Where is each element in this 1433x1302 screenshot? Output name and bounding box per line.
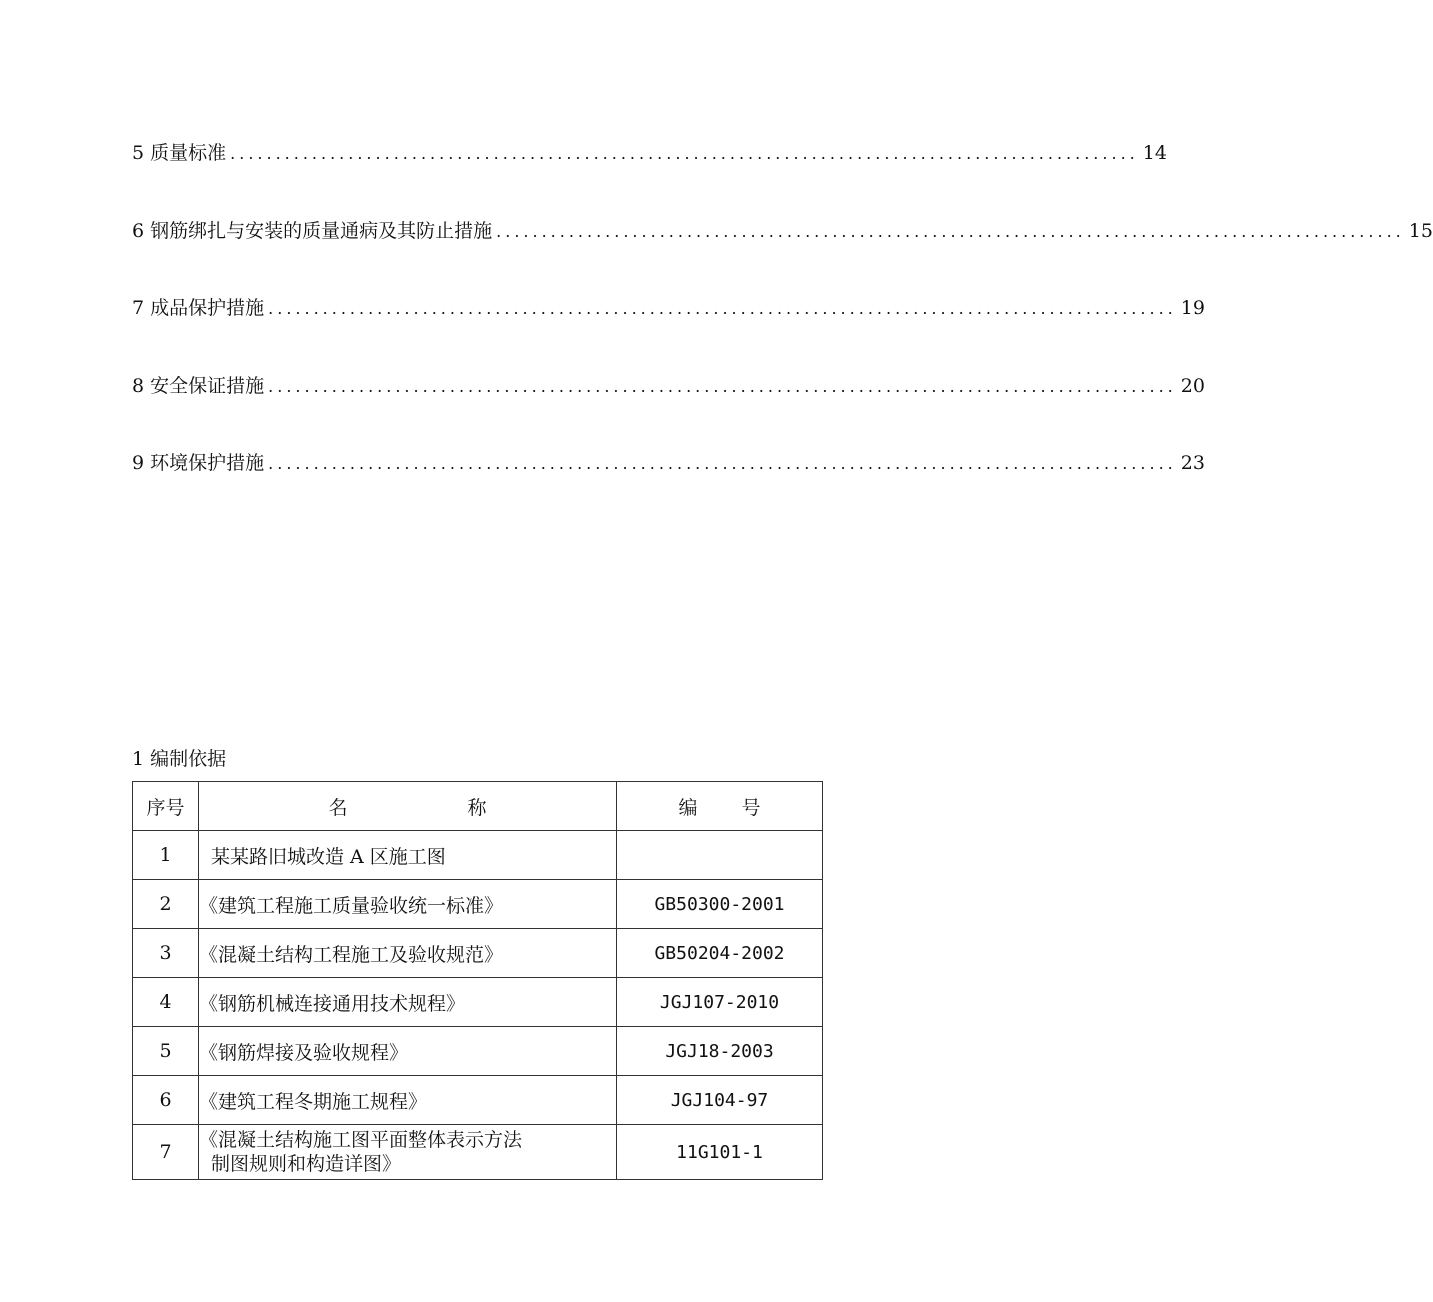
toc-leader-dots: .................................................................................................... <box>268 454 1177 473</box>
row-name-line2: 制图规则和构造详图》 <box>211 1153 402 1175</box>
header-name-b: 称 <box>467 796 487 819</box>
toc-leader-dots: .................................................................................................... <box>268 299 1177 318</box>
row-no: 6 <box>133 1076 199 1125</box>
row-name: 《钢筋焊接及验收规程》 <box>199 1027 617 1076</box>
toc-entry-title: 8 安全保证措施 <box>132 374 265 397</box>
row-name: 《建筑工程冬期施工规程》 <box>199 1076 617 1125</box>
toc-entry-title: 5 质量标准 <box>132 142 227 164</box>
toc-leader-dots: .................................................................................................... <box>496 221 1405 241</box>
table-row <box>133 880 823 929</box>
toc-entry-title: 6 钢筋绑扎与安装的质量通病及其防止措施 <box>132 219 493 242</box>
toc-leader-dots: .................................................................................................... <box>230 144 1139 163</box>
toc-entry-page: 23 <box>1180 452 1205 474</box>
table-row <box>133 1076 823 1125</box>
header-name <box>199 782 617 831</box>
row-name: 《钢筋机械连接通用技术规程》 <box>199 978 617 1027</box>
table-row <box>133 1125 823 1180</box>
row-no: 2 <box>133 880 199 929</box>
header-code-a: 编 <box>678 796 698 819</box>
table-header-row <box>133 782 823 831</box>
row-no: 4 <box>133 978 199 1027</box>
row-code: 11G101-1 <box>617 1125 823 1180</box>
table-of-contents <box>132 138 1433 526</box>
table-row <box>133 978 823 1027</box>
table-row <box>133 1027 823 1076</box>
toc-entry-page: 14 <box>1142 142 1167 164</box>
table-row <box>133 831 823 880</box>
row-no: 3 <box>133 929 199 978</box>
toc-entry-page: 19 <box>1180 297 1205 319</box>
header-no: 序号 <box>133 782 199 831</box>
toc-entry-title: 7 成品保护措施 <box>132 297 265 319</box>
row-code: JGJ18-2003 <box>617 1027 823 1076</box>
toc-entry[interactable] <box>132 448 1205 526</box>
section-heading: 1 编制依据 <box>132 748 227 770</box>
basis-table <box>132 781 823 1180</box>
toc-entry[interactable] <box>132 293 1205 371</box>
toc-entry[interactable] <box>132 138 1167 216</box>
row-code: JGJ107-2010 <box>617 978 823 1027</box>
toc-entry-title: 9 环境保护措施 <box>132 452 265 474</box>
toc-leader-dots: .................................................................................................... <box>268 376 1177 396</box>
row-no: 1 <box>133 831 199 880</box>
table-row <box>133 929 823 978</box>
row-code: GB50300-2001 <box>617 880 823 929</box>
header-code-b: 号 <box>741 796 761 819</box>
row-code: GB50204-2002 <box>617 929 823 978</box>
row-code: JGJ104-97 <box>617 1076 823 1125</box>
row-name-line1: 《混凝土结构施工图平面整体表示方法 <box>199 1129 523 1151</box>
row-no: 5 <box>133 1027 199 1076</box>
row-code <box>617 831 823 880</box>
toc-entry[interactable] <box>132 371 1205 449</box>
row-name: 《建筑工程施工质量验收统一标准》 <box>199 880 617 929</box>
toc-entry-page: 20 <box>1180 374 1205 397</box>
toc-entry-page: 15 <box>1408 219 1433 242</box>
header-name-a: 名 <box>328 796 348 819</box>
row-name: 某某路旧城改造 A 区施工图 <box>199 831 617 880</box>
toc-entry[interactable] <box>132 216 1433 294</box>
row-name <box>199 1125 617 1180</box>
row-name: 《混凝土结构工程施工及验收规范》 <box>199 929 617 978</box>
row-no: 7 <box>133 1125 199 1180</box>
header-code <box>617 782 823 831</box>
